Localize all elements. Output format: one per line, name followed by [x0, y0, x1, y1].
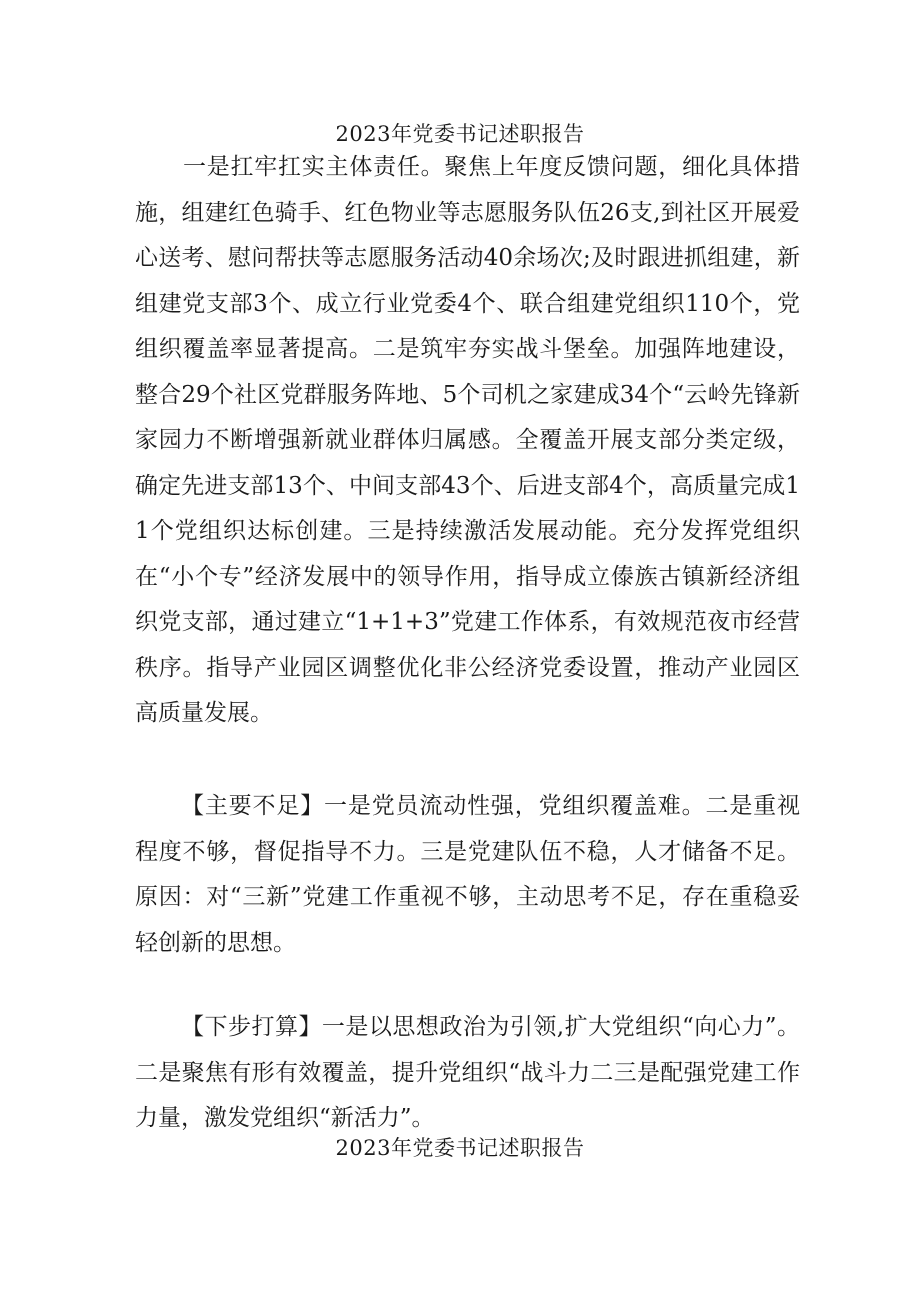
repeated-document-title: 2023年党委书记述职报告 — [335, 1136, 585, 1160]
paragraph-shortcomings: 【主要不足】一是党员流动性强，党组织覆盖难。二是重视程度不够，督促指导不力。三是党建队伍不稳，人才储备不足。原因：对“三新”党建工作重视不够，主动思考不足，存在重稳妥轻创新的思想。 — [135, 793, 800, 956]
document-title: 2023年党委书记述职报告 — [335, 122, 585, 146]
paragraph-next-steps: 【下步打算】一是以思想政治为引领,扩大党组织“向心力”。二是聚焦有形有效覆盖，提升党组织“战斗力二三是配强党建工作力量，激发党组织“新活力”。 — [135, 1014, 800, 1131]
paragraph-responsibilities: 一是扛牢扛实主体责任。聚焦上年度反馈问题，细化具体措施，组建红色骑手、红色物业等志愿服务队伍26支,到社区开展爱心送考、慰问帮扶等志愿服务活动40余场次;及时跟进抓组建，新组建党支部3个、成立行业党委4个、联合组建党组织110个，党组织覆盖率显著提高。二是筑牢夯实战斗堡垒。加强阵地建设，整合29个社区党群服务阵地、5个司机之家建成34个“云岭先锋新家园力不断增强新就业群体归属感。全覆盖开展支部分类定级，确定先进支部13个、中间支部43个、后进支部4个，高质量完成11个党组织达标创建。三是持续激活发展动能。充分发挥党组织在“小个专”经济发展中的领导作用，指导成立傣族古镇新经济组织党支部，通过建立“1+1+3”党建工作体系，有效规范夜市经营秩序。指导产业园区调整优化非公经济党委设置，推动产业园区高质量发展。 — [135, 154, 800, 726]
